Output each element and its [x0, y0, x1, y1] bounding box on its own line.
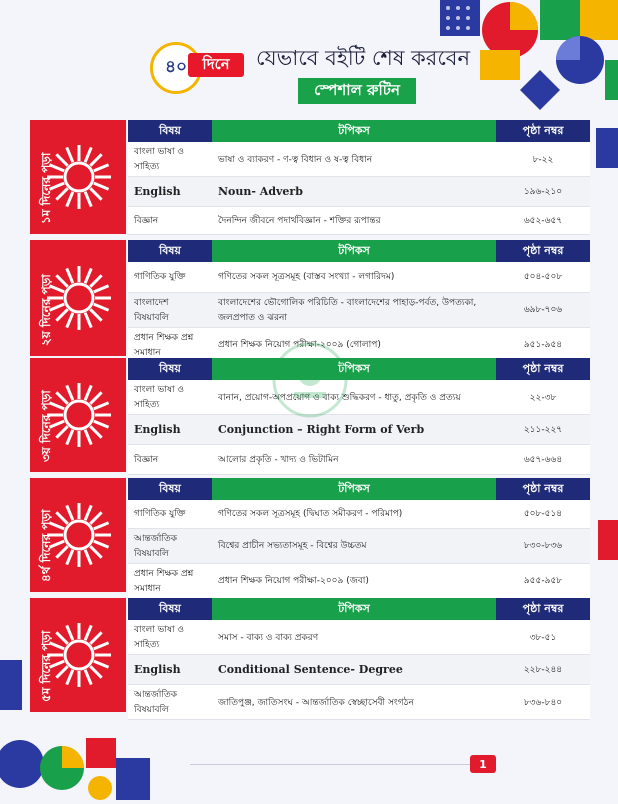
page-header: [148, 38, 478, 104]
page-subtitle: স্পেশাল রুটিন: [298, 78, 416, 104]
routine-table: [128, 240, 590, 363]
topic-cell: গণিতের সকল সূত্রসমূহ (দ্বিঘাত সমীকরণ - পরিমাপ): [212, 500, 496, 528]
badge-text: দিনে: [188, 53, 244, 77]
subject-cell: বাংলা ভাষা ও সাহিত্য: [128, 142, 212, 177]
day-block: [30, 120, 590, 234]
page-number: 1: [470, 755, 496, 773]
table-row: [128, 528, 590, 563]
day-label-text: ৫ম দিনের পড়া: [39, 630, 53, 702]
column-header-subject: বিষয়: [128, 240, 212, 262]
day-block: [30, 478, 590, 592]
table-row: [128, 655, 590, 685]
topic-cell: ভাষা ও ব্যাকরণ - ণ-ত্ব বিধান ও ষ-ত্ব বিধান: [212, 142, 496, 177]
table-row: [128, 685, 590, 720]
day-block: [30, 240, 590, 356]
decorative-right-edge: [596, 128, 618, 168]
decorative-right-edge-2: [598, 520, 618, 560]
page-title: যেভাবে বইটি শেষ করবেন: [256, 46, 470, 70]
subject-cell: বাংলা ভাষা ও সাহিত্য: [128, 620, 212, 655]
page-cell: ৮-২২: [496, 142, 590, 177]
column-header-subject: বিষয়: [128, 358, 212, 380]
topic-cell: Conjunction – Right Form of Verb: [212, 415, 496, 445]
page-cell: ৮৩৬-৮৪০: [496, 685, 590, 720]
subject-cell: গাণিতিক যুক্তি: [128, 262, 212, 292]
page-cell: ৯৫১-৯৫৪: [496, 327, 590, 362]
decorative-pattern-bottom-left: [0, 728, 150, 800]
column-header-page: পৃষ্ঠা নম্বর: [496, 358, 590, 380]
topic-cell: সমাস - বাক্য ও বাক্য প্রকরণ: [212, 620, 496, 655]
day-label-text: ২য় দিনের পড়া: [39, 274, 53, 346]
day-label-text: ১ম দিনের পড়া: [39, 152, 53, 224]
subject-cell: English: [128, 177, 212, 207]
column-header-page: পৃষ্ঠা নম্বর: [496, 120, 590, 142]
column-header-topic: টপিকস: [212, 120, 496, 142]
day-label-text: ৩য় দিনের পড়া: [39, 390, 53, 462]
table-row: [128, 500, 590, 528]
subject-cell: বিজ্ঞান: [128, 445, 212, 475]
topic-cell: বিশ্বের প্রাচীন সভ্যতাসমূহ - বিশ্বের উচ্চতম: [212, 528, 496, 563]
topic-cell: গণিতের সকল সূত্রসমূহ (বাস্তব সংখ্যা - লগারিদম): [212, 262, 496, 292]
table-row: [128, 380, 590, 415]
column-header-page: পৃষ্ঠা নম্বর: [496, 240, 590, 262]
badge-number: ৪০: [150, 42, 202, 94]
column-header-topic: টপিকস: [212, 240, 496, 262]
page-cell: ২২৮-২৪৪: [496, 655, 590, 685]
topic-cell: প্রধান শিক্ষক নিয়োগ পরীক্ষা-২০০৯ (জবা): [212, 563, 496, 598]
subject-cell: গাণিতিক যুক্তি: [128, 500, 212, 528]
table-row: [128, 177, 590, 207]
column-header-page: পৃষ্ঠা নম্বর: [496, 598, 590, 620]
topic-cell: বানান, প্রয়োগ-অপপ্রয়োগ ও বাক্য শুদ্ধিকরণ - ধাতু, প্রকৃতি ও প্রত্যয়: [212, 380, 496, 415]
footer-divider: [190, 764, 470, 765]
day-label-text: ৪র্থ দিনের পড়া: [39, 509, 53, 582]
table-row: [128, 415, 590, 445]
column-header-topic: টপিকস: [212, 358, 496, 380]
routine-table: [128, 120, 590, 235]
table-row: [128, 445, 590, 475]
topic-cell: Noun- Adverb: [212, 177, 496, 207]
forty-days-badge: [148, 42, 248, 92]
watermark-logo: [270, 340, 350, 420]
day-label-panel: [30, 478, 126, 592]
subject-cell: English: [128, 415, 212, 445]
topic-cell: Conditional Sentence- Degree: [212, 655, 496, 685]
table-row: [128, 292, 590, 327]
decorative-left-edge: [0, 660, 22, 710]
page-cell: ৯৫৫-৯৫৮: [496, 563, 590, 598]
subject-cell: প্রধান শিক্ষক প্রশ্ন সমাধান: [128, 327, 212, 362]
subject-cell: বিজ্ঞান: [128, 207, 212, 235]
page-cell: ৬৯৮-৭০৬: [496, 292, 590, 327]
day-label-panel: [30, 598, 126, 712]
column-header-subject: বিষয়: [128, 120, 212, 142]
page-cell: ৬৫২-৬৫৭: [496, 207, 590, 235]
column-header-page: পৃষ্ঠা নম্বর: [496, 478, 590, 500]
table-row: [128, 207, 590, 235]
column-header-subject: বিষয়: [128, 598, 212, 620]
page-cell: ৫০৪-৫০৮: [496, 262, 590, 292]
subject-cell: আন্তর্জাতিক বিষয়াবলি: [128, 528, 212, 563]
subject-cell: বাংলা ভাষা ও সাহিত্য: [128, 380, 212, 415]
topic-cell: আলোর প্রকৃতি - খাদ্য ও ভিটামিন: [212, 445, 496, 475]
column-header-topic: টপিকস: [212, 478, 496, 500]
page-cell: ২১১-২২৭: [496, 415, 590, 445]
page-cell: ৬৫৭-৬৬৪: [496, 445, 590, 475]
topic-cell: দৈনন্দিন জীবনে পদার্থবিজ্ঞান - শক্তির রূপান্তর: [212, 207, 496, 235]
topic-cell: বাংলাদেশের ভৌগোলিক পরিচিতি - বাংলাদেশের পাহাড়-পর্বত, উপত্যকা, জলপ্রপাত ও ঝরনা: [212, 292, 496, 327]
table-row: [128, 620, 590, 655]
day-label-panel: [30, 240, 126, 356]
column-header-topic: টপিকস: [212, 598, 496, 620]
page-cell: ৩৮-৫১: [496, 620, 590, 655]
table-row: [128, 142, 590, 177]
page-cell: ১৯৬-২১০: [496, 177, 590, 207]
topic-cell: প্রধান শিক্ষক নিয়োগ পরীক্ষা-২০০৯ (গোলাপ): [212, 327, 496, 362]
routine-table: [128, 478, 590, 599]
routine-table: [128, 358, 590, 475]
day-label-panel: [30, 120, 126, 234]
page-cell: ৮৩০-৮৩৬: [496, 528, 590, 563]
column-header-subject: বিষয়: [128, 478, 212, 500]
subject-cell: আন্তর্জাতিক বিষয়াবলি: [128, 685, 212, 720]
subject-cell: বাংলাদেশ বিষয়াবলি: [128, 292, 212, 327]
table-row: [128, 327, 590, 362]
page-cell: ৫০৮-৫১৪: [496, 500, 590, 528]
day-label-panel: [30, 358, 126, 472]
table-row: [128, 262, 590, 292]
subject-cell: English: [128, 655, 212, 685]
topic-cell: জাতিপুঞ্জ, জাতিসংঘ - আন্তর্জাতিক স্বেচ্ছাসেবী সংগঠন: [212, 685, 496, 720]
day-block: [30, 598, 590, 715]
table-row: [128, 563, 590, 598]
page-cell: ২২-৩৮: [496, 380, 590, 415]
routine-table: [128, 598, 590, 720]
subject-cell: প্রধান শিক্ষক প্রশ্ন সমাধান: [128, 563, 212, 598]
